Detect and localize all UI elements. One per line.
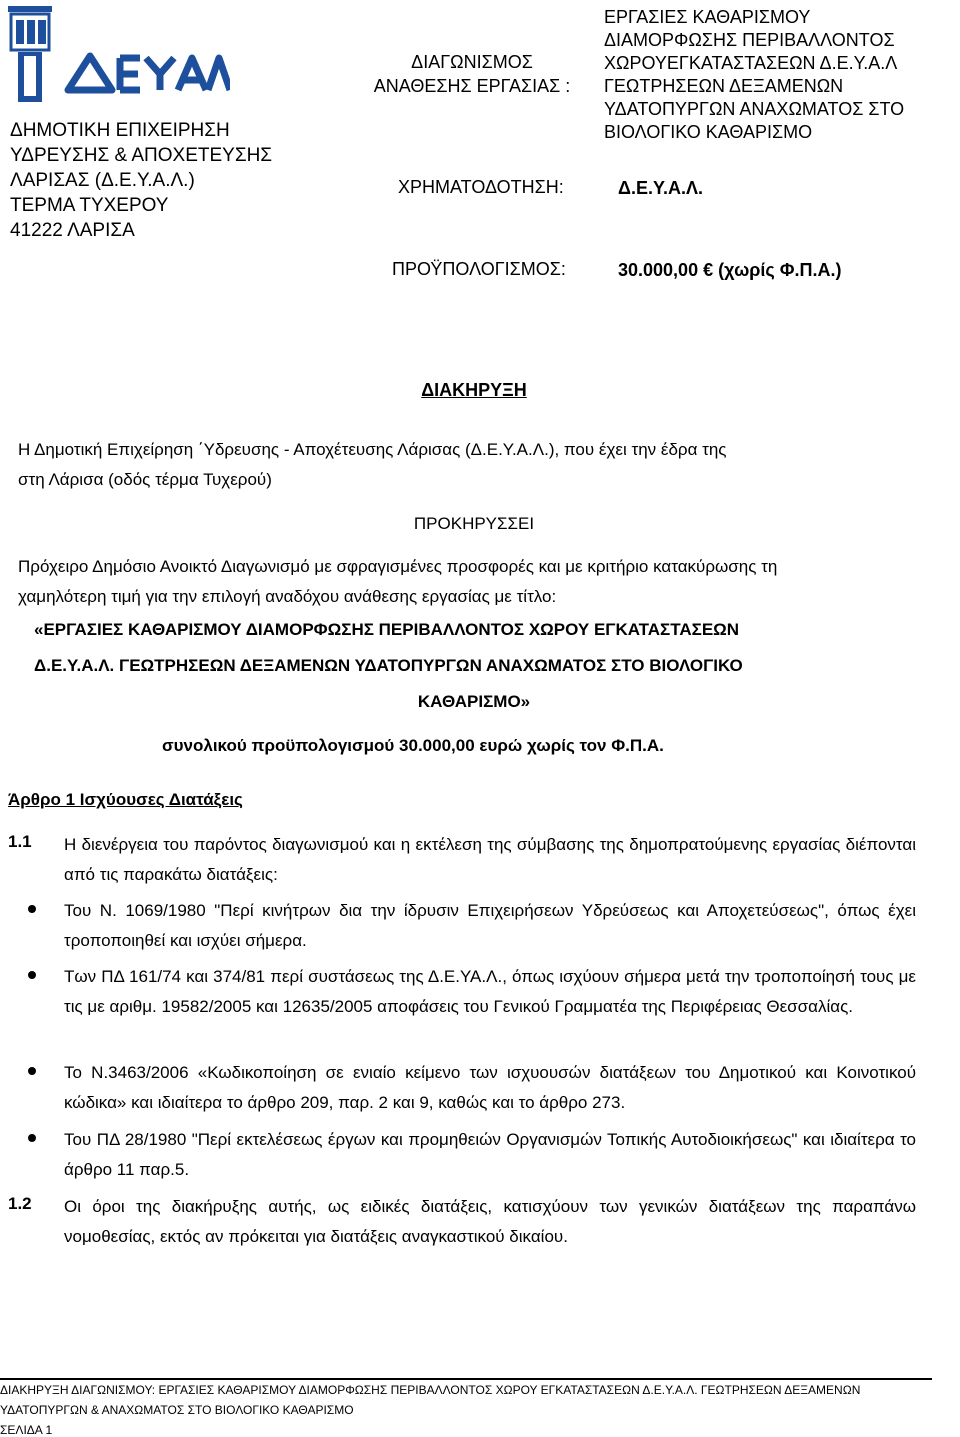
logo-letter-e: [120, 58, 140, 90]
list-item-text: Του ΠΔ 28/1980 "Περί εκτελέσεως έργων και προμηθειών Οργανισμών Τοπικής Αυτοδιοικήσεως" και ιδιαίτερα το άρθρο 11 παρ.5.: [64, 1130, 916, 1179]
contest-label-line-2: ΑΝΑΘΕΣΗΣ ΕΡΓΑΣΙΑΣ :: [373, 76, 571, 96]
total-budget-line: συνολικού προϋπολογισμού 30.000,00 ευρώ χωρίς τον Φ.Π.Α.: [162, 736, 664, 755]
intro-line-2: στη Λάρισα (οδός τέρμα Τυχερού): [18, 470, 272, 489]
funding-value: Δ.Ε.Υ.Α.Λ.: [618, 178, 703, 198]
logo-text: ΔΕΥΑΛ: [148, 104, 155, 106]
deyal-logo: [8, 6, 230, 106]
tower-window-1: [16, 20, 24, 44]
contest-title: [604, 6, 904, 144]
budget-label: ΠΡΟΫΠΟΛΟΓΙΣΜΟΣ:: [392, 259, 566, 279]
tower-window-3: [38, 20, 46, 44]
logo-letter-delta: [68, 56, 112, 90]
contest-title-line: ΕΡΓΑΣΙΕΣ ΚΑΘΑΡΙΣΜΟΥ: [604, 7, 811, 27]
bullet-icon: [28, 905, 36, 913]
bullet-icon: [28, 971, 36, 979]
paragraph-text: Η διενέργεια του παρόντος διαγωνισμού και η εκτέλεση της σύμβασης της δημοπρατούμενης εργασίας διέπονται από τις παρακάτω διατάξεις:: [64, 835, 916, 884]
list-item-text: Του Ν. 1069/1980 "Περί κινήτρων δια την ίδρυσιν Επιχειρήσεων Υδρεύσεως και Αποχετεύσεως", όπως έχει τροποποιηθεί και ισχύει σήμερα.: [64, 901, 916, 950]
footer-line-1: ΔΙΑΚΗΡΥΞΗ ΔΙΑΓΩΝΙΣΜΟΥ: ΕΡΓΑΣΙΕΣ ΚΑΘΑΡΙΣΜΟΥ ΔΙΑΜΟΡΦΩΣΗΣ ΠΕΡΙΒΑΛΛΟΝΤΟΣ ΧΩΡΟΥ ΕΓΚΑΤΑΣΤΑΣΕΩΝ Δ.Ε.Υ.Α.Λ. ΓΕΩΤΡΗΣΕΩΝ ΔΕΞΑΜΕΝΩΝ: [0, 1383, 861, 1397]
footer-divider: [0, 1378, 932, 1380]
org-line: ΔΗΜΟΤΙΚΗ ΕΠΙΧΕΙΡΗΣΗ: [10, 120, 230, 141]
paragraph-number: 1.1: [8, 832, 32, 851]
bullet-icon: [28, 1134, 36, 1142]
contest-title-line: ΥΔΑΤΟΠΥΡΓΩΝ ΑΝΑΧΩΜΑΤΟΣ ΣΤΟ: [604, 99, 905, 119]
bullet-icon: [28, 1067, 36, 1075]
logo-letter-a: [178, 58, 206, 90]
logo-letter-y: [146, 58, 174, 90]
organization-address: [10, 118, 330, 243]
list-item-text: Το Ν.3463/2006 «Κωδικοποίηση σε ενιαίο κείμενο των ισχυουσών διατάξεων του Δημοτικού και Κοινοτικού κώδικα» και ιδιαίτερα το άρθρο 209, παρ. 2 και 9, καθώς και το άρθρο 273.: [64, 1063, 916, 1112]
description-line-2: χαμηλότερη τιμή για την επιλογή αναδόχου ανάθεσης εργασίας με τίτλο:: [18, 587, 557, 606]
org-line: 41222 ΛΑΡΙΣΑ: [10, 220, 135, 241]
contest-label-line-1: ΔΙΑΓΩΝΙΣΜΟΣ: [411, 52, 533, 72]
description-line-1: Πρόχειρο Δημόσιο Ανοικτό Διαγωνισμό με σφραγισμένες προσφορές και με κριτήριο κατακύρωσης τη: [18, 557, 778, 576]
paragraph-text: Οι όροι της διακήρυξης αυτής, ως ειδικές διατάξεις, κατισχύουν των γενικών διατάξεων της παραπάνω νομοθεσίας, εκτός αν πρόκειται για διατάξεις αναγκαστικού δικαίου.: [64, 1197, 916, 1246]
work-title-line-3: ΚΑΘΑΡΙΣΜΟ»: [417, 692, 531, 711]
contest-title-line: ΒΙΟΛΟΓΙΚΟ ΚΑΘΑΡΙΣΜΟ: [604, 122, 813, 142]
proclaims-heading: ΠΡΟΚΗΡΥΣΣΕΙ: [413, 514, 535, 533]
contest-title-line: ΓΕΩΤΡΗΣΕΩΝ ΔΕΞΑΜΕΝΩΝ: [604, 76, 844, 96]
tower-shaft-inner: [24, 56, 36, 96]
org-line: ΤΕΡΜΑ ΤΥΧΕΡΟΥ: [10, 195, 169, 216]
logo-wordmark: [68, 56, 230, 90]
org-line: ΛΑΡΙΣΑΣ (Δ.Ε.Υ.Α.Λ.): [10, 170, 195, 191]
footer-page-number: ΣΕΛΙΔΑ 1: [0, 1423, 53, 1437]
intro-line-1: Η Δημοτική Επιχείρηση ΄Υδρευσης - Αποχέτευσης Λάρισας (Δ.Ε.Υ.Α.Λ.), που έχει την έδρα της: [18, 440, 727, 459]
article-1-heading: Άρθρο 1 Ισχύουσες Διατάξεις: [8, 790, 243, 809]
tower-top: [8, 6, 52, 12]
work-title-line-2: Δ.Ε.Υ.Α.Λ. ΓΕΩΤΡΗΣΕΩΝ ΔΕΞΑΜΕΝΩΝ ΥΔΑΤΟΠΥΡΓΩΝ ΑΝΑΧΩΜΑΤΟΣ ΣΤΟ ΒΙΟΛΟΓΙΚΟ: [34, 656, 743, 675]
funding-label: ΧΡΗΜΑΤΟΔΟΤΗΣΗ:: [398, 177, 564, 197]
org-line: ΥΔΡΕΥΣΗΣ & ΑΠΟΧΕΤΕΥΣΗΣ: [10, 145, 273, 166]
list-item-text: Των ΠΔ 161/74 και 374/81 περί συστάσεως της Δ.Ε.ΥΑ.Λ., όπως ισχύουν σήμερα μετά την τροποποίησή τους με τις με αριθμ. 19582/2005 και 12635/2005 αποφάσεις του Γενικού Γραμματέα της Περιφέρειας Θεσσαλίας.: [64, 967, 916, 1016]
contest-label: [372, 50, 572, 98]
paragraph-number: 1.2: [8, 1194, 32, 1213]
contest-title-line: ΔΙΑΜΟΡΦΩΣΗΣ ΠΕΡΙΒΑΛΛΟΝΤΟΣ: [604, 30, 895, 50]
budget-value: 30.000,00 € (χωρίς Φ.Π.Α.): [618, 260, 842, 280]
logo-letter-l: [208, 58, 230, 90]
notice-heading: ΔΙΑΚΗΡΥΞΗ: [421, 380, 527, 400]
tower-window-2: [27, 20, 35, 44]
logo-graphic: [8, 6, 230, 106]
work-title-line-1: «ΕΡΓΑΣΙΕΣ ΚΑΘΑΡΙΣΜΟΥ ΔΙΑΜΟΡΦΩΣΗΣ ΠΕΡΙΒΑΛΛΟΝΤΟΣ ΧΩΡΟΥ ΕΓΚΑΤΑΣΤΑΣΕΩΝ: [34, 620, 740, 639]
contest-title-line: ΧΩΡΟΥΕΓΚΑΤΑΣΤΑΣΕΩΝ Δ.Ε.Υ.Α.Λ: [604, 53, 898, 73]
footer-line-2: ΥΔΑΤΟΠΥΡΓΩΝ & ΑΝΑΧΩΜΑΤΟΣ ΣΤΟ ΒΙΟΛΟΓΙΚΟ ΚΑΘΑΡΙΣΜΟ: [0, 1403, 354, 1417]
